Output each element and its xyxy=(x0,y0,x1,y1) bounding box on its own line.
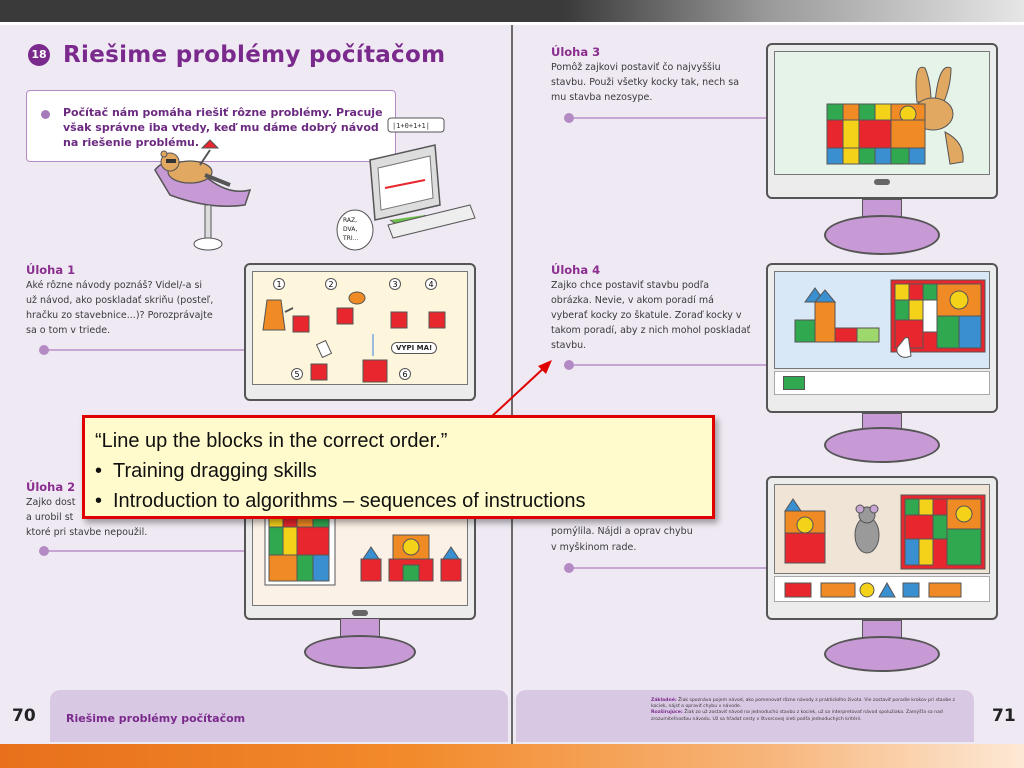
step-number: 2 xyxy=(325,278,337,290)
mouse-blocks-illustration xyxy=(775,485,991,575)
task4-line xyxy=(566,364,766,366)
monitor-led xyxy=(352,610,368,616)
cup-icon xyxy=(293,316,309,332)
pot-icon xyxy=(349,292,365,304)
svg-text:TRI...: TRI... xyxy=(343,235,359,242)
chapter-title: Riešime problémy počítačom xyxy=(63,42,446,68)
task1-dot xyxy=(39,345,49,355)
green-block[interactable] xyxy=(783,376,805,390)
cup-icon xyxy=(363,360,387,382)
block-tray[interactable] xyxy=(774,576,990,602)
svg-text:DVA,: DVA, xyxy=(343,226,358,233)
step-number: 4 xyxy=(425,278,437,290)
callout-bullet-2 xyxy=(95,486,705,516)
task4-dot xyxy=(564,360,574,370)
block-tray[interactable] xyxy=(774,371,990,395)
page-number-left: 70 xyxy=(12,706,36,726)
step-number: 6 xyxy=(399,368,411,380)
task5-text-2: v myškinom rade. xyxy=(551,542,637,553)
callout-bullet-2-text: Introduction to algorithms – sequences of instructions xyxy=(113,490,586,512)
notes-basic-label: Základné: xyxy=(651,698,677,703)
monitor-screen xyxy=(252,271,468,385)
monitor-base xyxy=(304,635,416,669)
page-number-right: 71 xyxy=(992,706,1016,726)
monitor-screen xyxy=(774,271,990,369)
task3-line xyxy=(566,117,766,119)
cup-icon xyxy=(337,308,353,324)
kettle-icon xyxy=(263,300,293,330)
block-sorting-illustration xyxy=(775,272,991,370)
callout-bullet-1-text: Training dragging skills xyxy=(113,460,317,482)
chapter-number-badge: 18 xyxy=(28,44,50,66)
task3-text: Pomôž zajkovi postaviť čo najvyššiu stavbu. Použi všetky kocky tak, nech sa mu stavba nezosype. xyxy=(551,62,740,103)
callout-box xyxy=(82,415,715,519)
task3-title: Úloha 3 xyxy=(551,45,601,59)
callout-text xyxy=(95,426,705,516)
tray-blocks xyxy=(775,577,991,603)
step-number: 1 xyxy=(273,278,285,290)
cup-icon xyxy=(391,312,407,328)
book-spine xyxy=(511,25,513,744)
monitor-led xyxy=(874,179,890,185)
callout-quote: “Line up the blocks in the correct order.” xyxy=(95,430,448,452)
task1-text: Aké rôzne návody poznáš? Videl/-a si už návod, ako poskladať skriňu (posteľ, hračku zo stavebnice...)? Porozprávajte sa o tom v triede. xyxy=(26,280,214,336)
notes-extended-text: Žiak zo už zostaviť návod na jednoduchú stavbu z kociek, už sa interpretovať návod spolužiaka. Zamýšľa sa nad zrozumiteľnosťou návodu. Už sa hľadať cesty v štvorcovej sieti podľa jednoduchých kritérií. xyxy=(651,710,943,722)
monitor-base xyxy=(824,215,940,255)
bear-icon xyxy=(161,140,230,185)
cup-icon xyxy=(429,312,445,328)
task2-text-2: a urobil st xyxy=(26,512,74,523)
task3-dot xyxy=(564,113,574,123)
computer-icon xyxy=(370,118,475,238)
notes-extended-label: Rozširujúce: xyxy=(651,710,683,716)
step-number: 5 xyxy=(291,368,303,380)
task2-dot xyxy=(39,546,49,556)
task5-text-1: pomýlila. Nájdi a oprav chybu xyxy=(551,526,693,537)
bullet-icon: • xyxy=(95,490,103,512)
task2-text-3: ktoré pri stavbe nepoužil. xyxy=(26,527,148,538)
monitor-screen xyxy=(774,51,990,175)
intro-illustration xyxy=(150,110,480,260)
svg-text:RAZ,: RAZ, xyxy=(343,217,358,224)
notes-basic-text: Žiak spoznáva pojem návod, ako pomenovať rôzne návody z praktického života. Vie zostaviť poradie krokov pri stavbe z kociek, nájsť a opraviť chybu v návode. xyxy=(651,698,955,710)
task5-dot xyxy=(564,563,574,573)
svg-text:|1+0+1+1|: |1+0+1+1| xyxy=(392,122,430,130)
mouse-icon xyxy=(855,505,879,553)
task4-title: Úloha 4 xyxy=(551,263,601,277)
speech-bubble xyxy=(337,210,373,250)
monitor-base xyxy=(824,427,940,463)
task1-title: Úloha 1 xyxy=(26,263,76,277)
footer-title: Riešime problémy počítačom xyxy=(66,712,246,725)
bullet-icon: • xyxy=(95,460,103,482)
intro-text: Počítač nám pomáha riešiť rôzne problémy. Pracuje však správne iba vtedy, keď mu dáme dobrý návod na riešenie problému. xyxy=(63,106,383,149)
speech-bubble-vypi: VYPI MA! xyxy=(391,342,437,354)
cup-icon xyxy=(311,364,327,380)
honey-jar-icon xyxy=(317,341,332,358)
top-bar xyxy=(0,0,1024,22)
task4-text: Zajko chce postaviť stavbu podľa obrázka. Nevie, v akom poradí má vyberať kocky zo škatule. Zoraď kocky v takom poradí, aby z nich mohol poskladať stavbu. xyxy=(551,280,751,351)
step-number: 3 xyxy=(389,278,401,290)
monitor-screen xyxy=(774,484,990,574)
bunny-tower-illustration xyxy=(775,52,991,176)
task5-line xyxy=(566,567,766,569)
footer-notes xyxy=(651,698,961,723)
intro-bullet-icon xyxy=(41,110,50,119)
task2-text-1: Zajko dost xyxy=(26,497,76,508)
tea-steps-illustration xyxy=(253,272,469,386)
task2-line xyxy=(40,550,245,552)
monitor-base xyxy=(824,636,940,672)
bottom-bar xyxy=(0,744,1024,768)
task1-line xyxy=(40,349,245,351)
callout-bullet-1 xyxy=(95,456,705,486)
task2-title: Úloha 2 xyxy=(26,480,76,494)
